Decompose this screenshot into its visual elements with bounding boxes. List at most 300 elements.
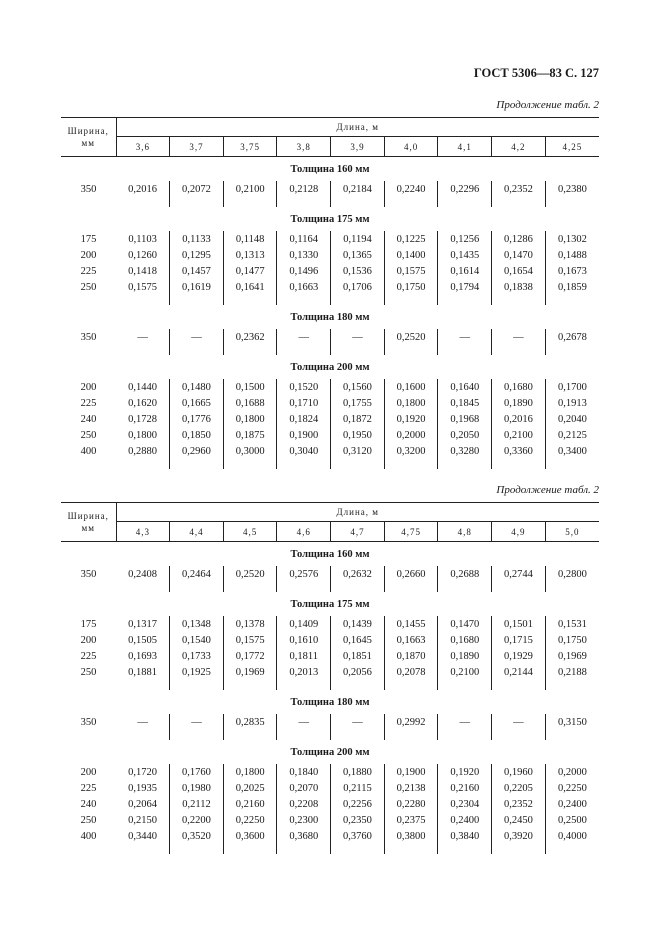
spacer-cell: [545, 459, 599, 469]
spacer-cell: [223, 197, 277, 207]
table-row: [61, 648, 599, 664]
volume-value: —: [170, 714, 224, 730]
table-row: [61, 796, 599, 812]
width-value: 225: [80, 782, 97, 794]
length-values-row: [61, 137, 599, 157]
volume-value: 0,1575: [223, 632, 277, 648]
length-value: 5,0: [545, 522, 599, 542]
spacer-cell: [170, 730, 224, 740]
volume-value: 0,1750: [384, 279, 438, 295]
volume-value: —: [277, 714, 331, 730]
volume-value: 0,1133: [170, 231, 224, 247]
table-row: [61, 427, 599, 443]
volume-value: —: [277, 329, 331, 345]
spacer-cell: [438, 730, 492, 740]
width-value: 400: [80, 830, 97, 842]
volume-value: 0,1800: [223, 764, 277, 780]
volume-value: 0,1851: [331, 648, 385, 664]
width-value: 350: [80, 568, 97, 580]
section-title-row: [61, 542, 599, 567]
volume-value: 0,3400: [545, 443, 599, 459]
volume-value: 0,3280: [438, 443, 492, 459]
spacer-cell: [61, 197, 116, 207]
volume-value: 0,1313: [223, 247, 277, 263]
length-value: 4,3: [116, 522, 170, 542]
volume-value: 0,2125: [545, 427, 599, 443]
width-header-unit: мм: [81, 138, 95, 148]
volume-value: 0,1148: [223, 231, 277, 247]
section-title: Толщина 175 мм: [290, 213, 370, 225]
volume-value: 0,2240: [384, 181, 438, 197]
width-value: 240: [80, 413, 97, 425]
width-value: 200: [80, 634, 97, 646]
table-row: [61, 279, 599, 295]
spacer-cell: [545, 345, 599, 355]
volume-value: —: [137, 331, 148, 343]
volume-value: 0,1710: [277, 395, 331, 411]
volume-value: 0,1610: [277, 632, 331, 648]
spacer-cell: [492, 844, 546, 854]
spacer-cell: [384, 582, 438, 592]
volume-value: 0,2280: [384, 796, 438, 812]
section-title: Толщина 200 мм: [290, 361, 370, 373]
volume-value: 0,1800: [384, 395, 438, 411]
volume-value: 0,2050: [438, 427, 492, 443]
volume-value: 0,1378: [223, 616, 277, 632]
spacer-cell: [384, 295, 438, 305]
volume-value: 0,1477: [223, 263, 277, 279]
volume-table: [61, 502, 599, 854]
table-row: [61, 764, 599, 780]
volume-value: 0,3360: [492, 443, 546, 459]
spacer-cell: [170, 295, 224, 305]
spacer-cell: [492, 345, 546, 355]
volume-value: 0,2520: [223, 566, 277, 582]
volume-value: 0,1560: [331, 379, 385, 395]
volume-value: 0,1505: [128, 634, 158, 646]
spacer-cell: [277, 680, 331, 690]
volume-value: 0,1575: [128, 281, 158, 293]
volume-value: 0,3440: [128, 830, 158, 842]
volume-value: 0,1645: [331, 632, 385, 648]
length-value: 4,6: [277, 522, 331, 542]
spacer-cell: [438, 582, 492, 592]
volume-value: 0,2078: [384, 664, 438, 680]
table-row: [61, 395, 599, 411]
length-value: 4,5: [223, 522, 277, 542]
volume-value: 0,3600: [223, 828, 277, 844]
width-value: 175: [80, 233, 97, 245]
volume-value: 0,2100: [223, 181, 277, 197]
volume-value: 0,1302: [545, 231, 599, 247]
length-value: 4,1: [438, 137, 492, 157]
volume-value: 0,2188: [545, 664, 599, 680]
table-caption: Продолжение табл. 2: [496, 484, 599, 496]
spacer-cell: [277, 582, 331, 592]
volume-value: 0,2300: [277, 812, 331, 828]
spacer-cell: [116, 197, 170, 207]
spacer-cell: [223, 295, 277, 305]
width-value: 250: [80, 666, 97, 678]
volume-value: 0,1365: [331, 247, 385, 263]
volume-value: 0,1680: [438, 632, 492, 648]
volume-value: 0,1840: [277, 764, 331, 780]
width-header: [61, 118, 116, 157]
volume-value: 0,3800: [384, 828, 438, 844]
width-value: 350: [80, 331, 97, 343]
spacer-cell: [61, 844, 116, 854]
spacer-cell: [545, 844, 599, 854]
volume-value: 0,1673: [545, 263, 599, 279]
spacer-cell: [492, 582, 546, 592]
volume-value: 0,2678: [545, 329, 599, 345]
spacer-cell: [331, 582, 385, 592]
volume-value: 0,1435: [438, 247, 492, 263]
table-row: [61, 181, 599, 197]
volume-value: 0,3760: [331, 828, 385, 844]
section-title: Толщина 180 мм: [290, 311, 370, 323]
volume-value: 0,1500: [223, 379, 277, 395]
volume-value: 0,1700: [545, 379, 599, 395]
volume-value: 0,2835: [223, 714, 277, 730]
volume-value: 0,1728: [128, 413, 158, 425]
volume-value: 0,2160: [223, 796, 277, 812]
spacer-cell: [545, 295, 599, 305]
spacer-cell: [492, 459, 546, 469]
volume-value: 0,2150: [128, 814, 158, 826]
volume-value: 0,1470: [438, 616, 492, 632]
width-value: 250: [80, 281, 97, 293]
volume-value: —: [331, 714, 385, 730]
volume-value: —: [492, 714, 546, 730]
section-title: Толщина 180 мм: [290, 696, 370, 708]
width-value: 400: [80, 445, 97, 457]
width-header-label: Ширина,: [67, 511, 109, 521]
volume-value: 0,2112: [170, 796, 224, 812]
volume-value: 0,1531: [545, 616, 599, 632]
spacer-cell: [384, 844, 438, 854]
volume-value: 0,1776: [170, 411, 224, 427]
section-title: Толщина 160 мм: [290, 548, 370, 560]
volume-value: 0,1496: [277, 263, 331, 279]
spacer-cell: [384, 680, 438, 690]
spacer-cell: [331, 844, 385, 854]
volume-value: 0,1772: [223, 648, 277, 664]
width-value: 240: [80, 798, 97, 810]
spacer-cell: [61, 345, 116, 355]
length-value: 3,7: [170, 137, 224, 157]
spacer-cell: [61, 295, 116, 305]
spacer-cell: [61, 680, 116, 690]
volume-value: 0,2632: [331, 566, 385, 582]
spacer-cell: [277, 730, 331, 740]
volume-value: 0,3150: [545, 714, 599, 730]
volume-value: 0,1760: [170, 764, 224, 780]
volume-value: 0,1520: [277, 379, 331, 395]
length-value: 3,6: [116, 137, 170, 157]
table-row: [61, 780, 599, 796]
volume-value: 0,1620: [128, 397, 158, 409]
volume-value: 0,1488: [545, 247, 599, 263]
spacer-cell: [438, 844, 492, 854]
length-header: Длина, м: [116, 118, 599, 137]
spacer-cell: [116, 844, 170, 854]
table-row: [61, 263, 599, 279]
volume-value: 0,1614: [438, 263, 492, 279]
spacer-cell: [223, 459, 277, 469]
width-value: 350: [80, 716, 97, 728]
spacer-cell: [277, 295, 331, 305]
section-title-row: [61, 592, 599, 616]
volume-value: 0,1960: [492, 764, 546, 780]
section-title: Толщина 160 мм: [290, 163, 370, 175]
width-value: 200: [80, 381, 97, 393]
spacer-cell: [331, 730, 385, 740]
spacer-cell: [384, 459, 438, 469]
length-values-row: [61, 522, 599, 542]
volume-value: 0,2880: [128, 445, 158, 457]
spacer-cell: [438, 345, 492, 355]
volume-value: 0,2800: [545, 566, 599, 582]
volume-value: 0,2960: [170, 443, 224, 459]
spacer-cell: [116, 680, 170, 690]
spacer-cell: [331, 680, 385, 690]
volume-value: 0,3200: [384, 443, 438, 459]
volume-value: 0,1980: [170, 780, 224, 796]
volume-value: 0,1641: [223, 279, 277, 295]
spacer-cell: [384, 730, 438, 740]
length-value: 4,8: [438, 522, 492, 542]
page-header: ГОСТ 5306—83 С. 127: [473, 66, 599, 80]
volume-value: 0,1256: [438, 231, 492, 247]
spacer-cell: [170, 197, 224, 207]
volume-value: 0,1348: [170, 616, 224, 632]
section-title-row: [61, 355, 599, 379]
volume-value: 0,1794: [438, 279, 492, 295]
volume-value: 0,2350: [331, 812, 385, 828]
volume-value: 0,1900: [277, 427, 331, 443]
volume-value: 0,1680: [492, 379, 546, 395]
volume-value: 0,1317: [128, 618, 158, 630]
width-value: 250: [80, 429, 97, 441]
volume-value: 0,1969: [223, 664, 277, 680]
spacer-cell: [384, 345, 438, 355]
volume-value: 0,1225: [384, 231, 438, 247]
spacer-cell: [223, 582, 277, 592]
row-spacer: [61, 345, 599, 355]
table-row: [61, 247, 599, 263]
volume-value: 0,2464: [170, 566, 224, 582]
table-row: [61, 812, 599, 828]
volume-value: 0,1706: [331, 279, 385, 295]
volume-value: 0,2250: [545, 780, 599, 796]
volume-value: 0,1330: [277, 247, 331, 263]
section-title: Толщина 200 мм: [290, 746, 370, 758]
volume-value: 0,1900: [384, 764, 438, 780]
spacer-cell: [223, 680, 277, 690]
spacer-cell: [277, 844, 331, 854]
volume-value: 0,1409: [277, 616, 331, 632]
volume-value: 0,1457: [170, 263, 224, 279]
volume-value: 0,1872: [331, 411, 385, 427]
spacer-cell: [116, 295, 170, 305]
volume-value: 0,1859: [545, 279, 599, 295]
spacer-cell: [492, 295, 546, 305]
width-value: 225: [80, 397, 97, 409]
volume-value: 0,1663: [277, 279, 331, 295]
volume-value: 0,2184: [331, 181, 385, 197]
volume-value: 0,1890: [492, 395, 546, 411]
spacer-cell: [545, 680, 599, 690]
volume-value: 0,2056: [331, 664, 385, 680]
volume-value: 0,2016: [128, 183, 158, 195]
table-row: [61, 632, 599, 648]
volume-value: 0,1969: [545, 648, 599, 664]
volume-value: —: [137, 716, 148, 728]
width-header-label: Ширина,: [67, 126, 109, 136]
volume-value: 0,1164: [277, 231, 331, 247]
volume-value: 0,1418: [128, 265, 158, 277]
spacer-cell: [492, 197, 546, 207]
volume-value: 0,1440: [128, 381, 158, 393]
volume-value: 0,1925: [170, 664, 224, 680]
volume-value: 0,1693: [128, 650, 158, 662]
spacer-cell: [170, 582, 224, 592]
header-row: [61, 503, 599, 522]
length-value: 4,2: [492, 137, 546, 157]
volume-value: 0,2500: [545, 812, 599, 828]
row-spacer: [61, 844, 599, 854]
section-title-row: [61, 207, 599, 231]
volume-value: 0,2380: [545, 181, 599, 197]
volume-value: 0,2100: [438, 664, 492, 680]
volume-value: 0,2304: [438, 796, 492, 812]
volume-value: 0,2400: [545, 796, 599, 812]
volume-value: 0,2128: [277, 181, 331, 197]
volume-value: 0,2450: [492, 812, 546, 828]
spacer-cell: [116, 459, 170, 469]
row-spacer: [61, 295, 599, 305]
volume-value: 0,2660: [384, 566, 438, 582]
table-row: [61, 616, 599, 632]
volume-value: —: [438, 714, 492, 730]
volume-value: 0,3040: [277, 443, 331, 459]
spacer-cell: [331, 345, 385, 355]
volume-value: 0,2362: [223, 329, 277, 345]
volume-value: 0,2520: [384, 329, 438, 345]
volume-value: 0,1920: [438, 764, 492, 780]
volume-value: 0,1103: [128, 233, 157, 245]
volume-value: 0,2115: [331, 780, 385, 796]
table-row: [61, 566, 599, 582]
volume-value: 0,1968: [438, 411, 492, 427]
volume-value: 0,1663: [384, 632, 438, 648]
table-row: [61, 379, 599, 395]
volume-value: 0,3120: [331, 443, 385, 459]
volume-value: 0,1881: [128, 666, 158, 678]
volume-value: 0,2208: [277, 796, 331, 812]
volume-value: 0,2992: [384, 714, 438, 730]
spacer-cell: [438, 459, 492, 469]
volume-value: 0,2040: [545, 411, 599, 427]
section-title-row: [61, 690, 599, 714]
table-row: [61, 714, 599, 730]
volume-value: 0,1194: [331, 231, 385, 247]
width-value: 175: [80, 618, 97, 630]
spacer-cell: [545, 582, 599, 592]
spacer-cell: [116, 582, 170, 592]
spacer-cell: [61, 459, 116, 469]
spacer-cell: [116, 345, 170, 355]
volume-value: 0,3920: [492, 828, 546, 844]
volume-value: 0,1260: [128, 249, 158, 261]
volume-value: 0,2000: [545, 764, 599, 780]
spacer-cell: [170, 345, 224, 355]
table-row: [61, 231, 599, 247]
spacer-cell: [61, 730, 116, 740]
volume-value: 0,1733: [170, 648, 224, 664]
spacer-cell: [170, 680, 224, 690]
volume-value: 0,2025: [223, 780, 277, 796]
section-title-row: [61, 305, 599, 329]
spacer-cell: [545, 197, 599, 207]
length-value: 4,7: [331, 522, 385, 542]
spacer-cell: [170, 459, 224, 469]
volume-value: 0,1619: [170, 279, 224, 295]
spacer-cell: [492, 680, 546, 690]
volume-value: 0,1480: [170, 379, 224, 395]
volume-value: 0,2200: [170, 812, 224, 828]
volume-value: 0,1295: [170, 247, 224, 263]
volume-value: 0,1720: [128, 766, 158, 778]
volume-value: 0,1950: [331, 427, 385, 443]
volume-value: 0,1455: [384, 616, 438, 632]
volume-value: 0,1286: [492, 231, 546, 247]
spacer-cell: [223, 730, 277, 740]
spacer-cell: [492, 730, 546, 740]
width-value: 200: [80, 249, 97, 261]
table-row: [61, 664, 599, 680]
volume-value: 0,2138: [384, 780, 438, 796]
spacer-cell: [277, 197, 331, 207]
volume-value: 0,3680: [277, 828, 331, 844]
row-spacer: [61, 680, 599, 690]
volume-value: 0,1920: [384, 411, 438, 427]
width-header-unit: мм: [81, 523, 95, 533]
width-value: 200: [80, 766, 97, 778]
volume-value: 0,1540: [170, 632, 224, 648]
length-value: 4,75: [384, 522, 438, 542]
volume-value: 0,2160: [438, 780, 492, 796]
volume-value: 0,1654: [492, 263, 546, 279]
volume-value: 0,2013: [277, 664, 331, 680]
spacer-cell: [331, 197, 385, 207]
volume-value: 0,2000: [384, 427, 438, 443]
volume-value: 0,1800: [128, 429, 158, 441]
spacer-cell: [438, 197, 492, 207]
width-value: 225: [80, 265, 97, 277]
volume-value: 0,2205: [492, 780, 546, 796]
volume-value: 0,2256: [331, 796, 385, 812]
spacer-cell: [438, 295, 492, 305]
volume-value: 0,1640: [438, 379, 492, 395]
volume-value: 0,2352: [492, 796, 546, 812]
volume-value: 0,4000: [545, 828, 599, 844]
volume-value: 0,2744: [492, 566, 546, 582]
volume-value: 0,1870: [384, 648, 438, 664]
volume-value: 0,1880: [331, 764, 385, 780]
volume-value: —: [438, 329, 492, 345]
